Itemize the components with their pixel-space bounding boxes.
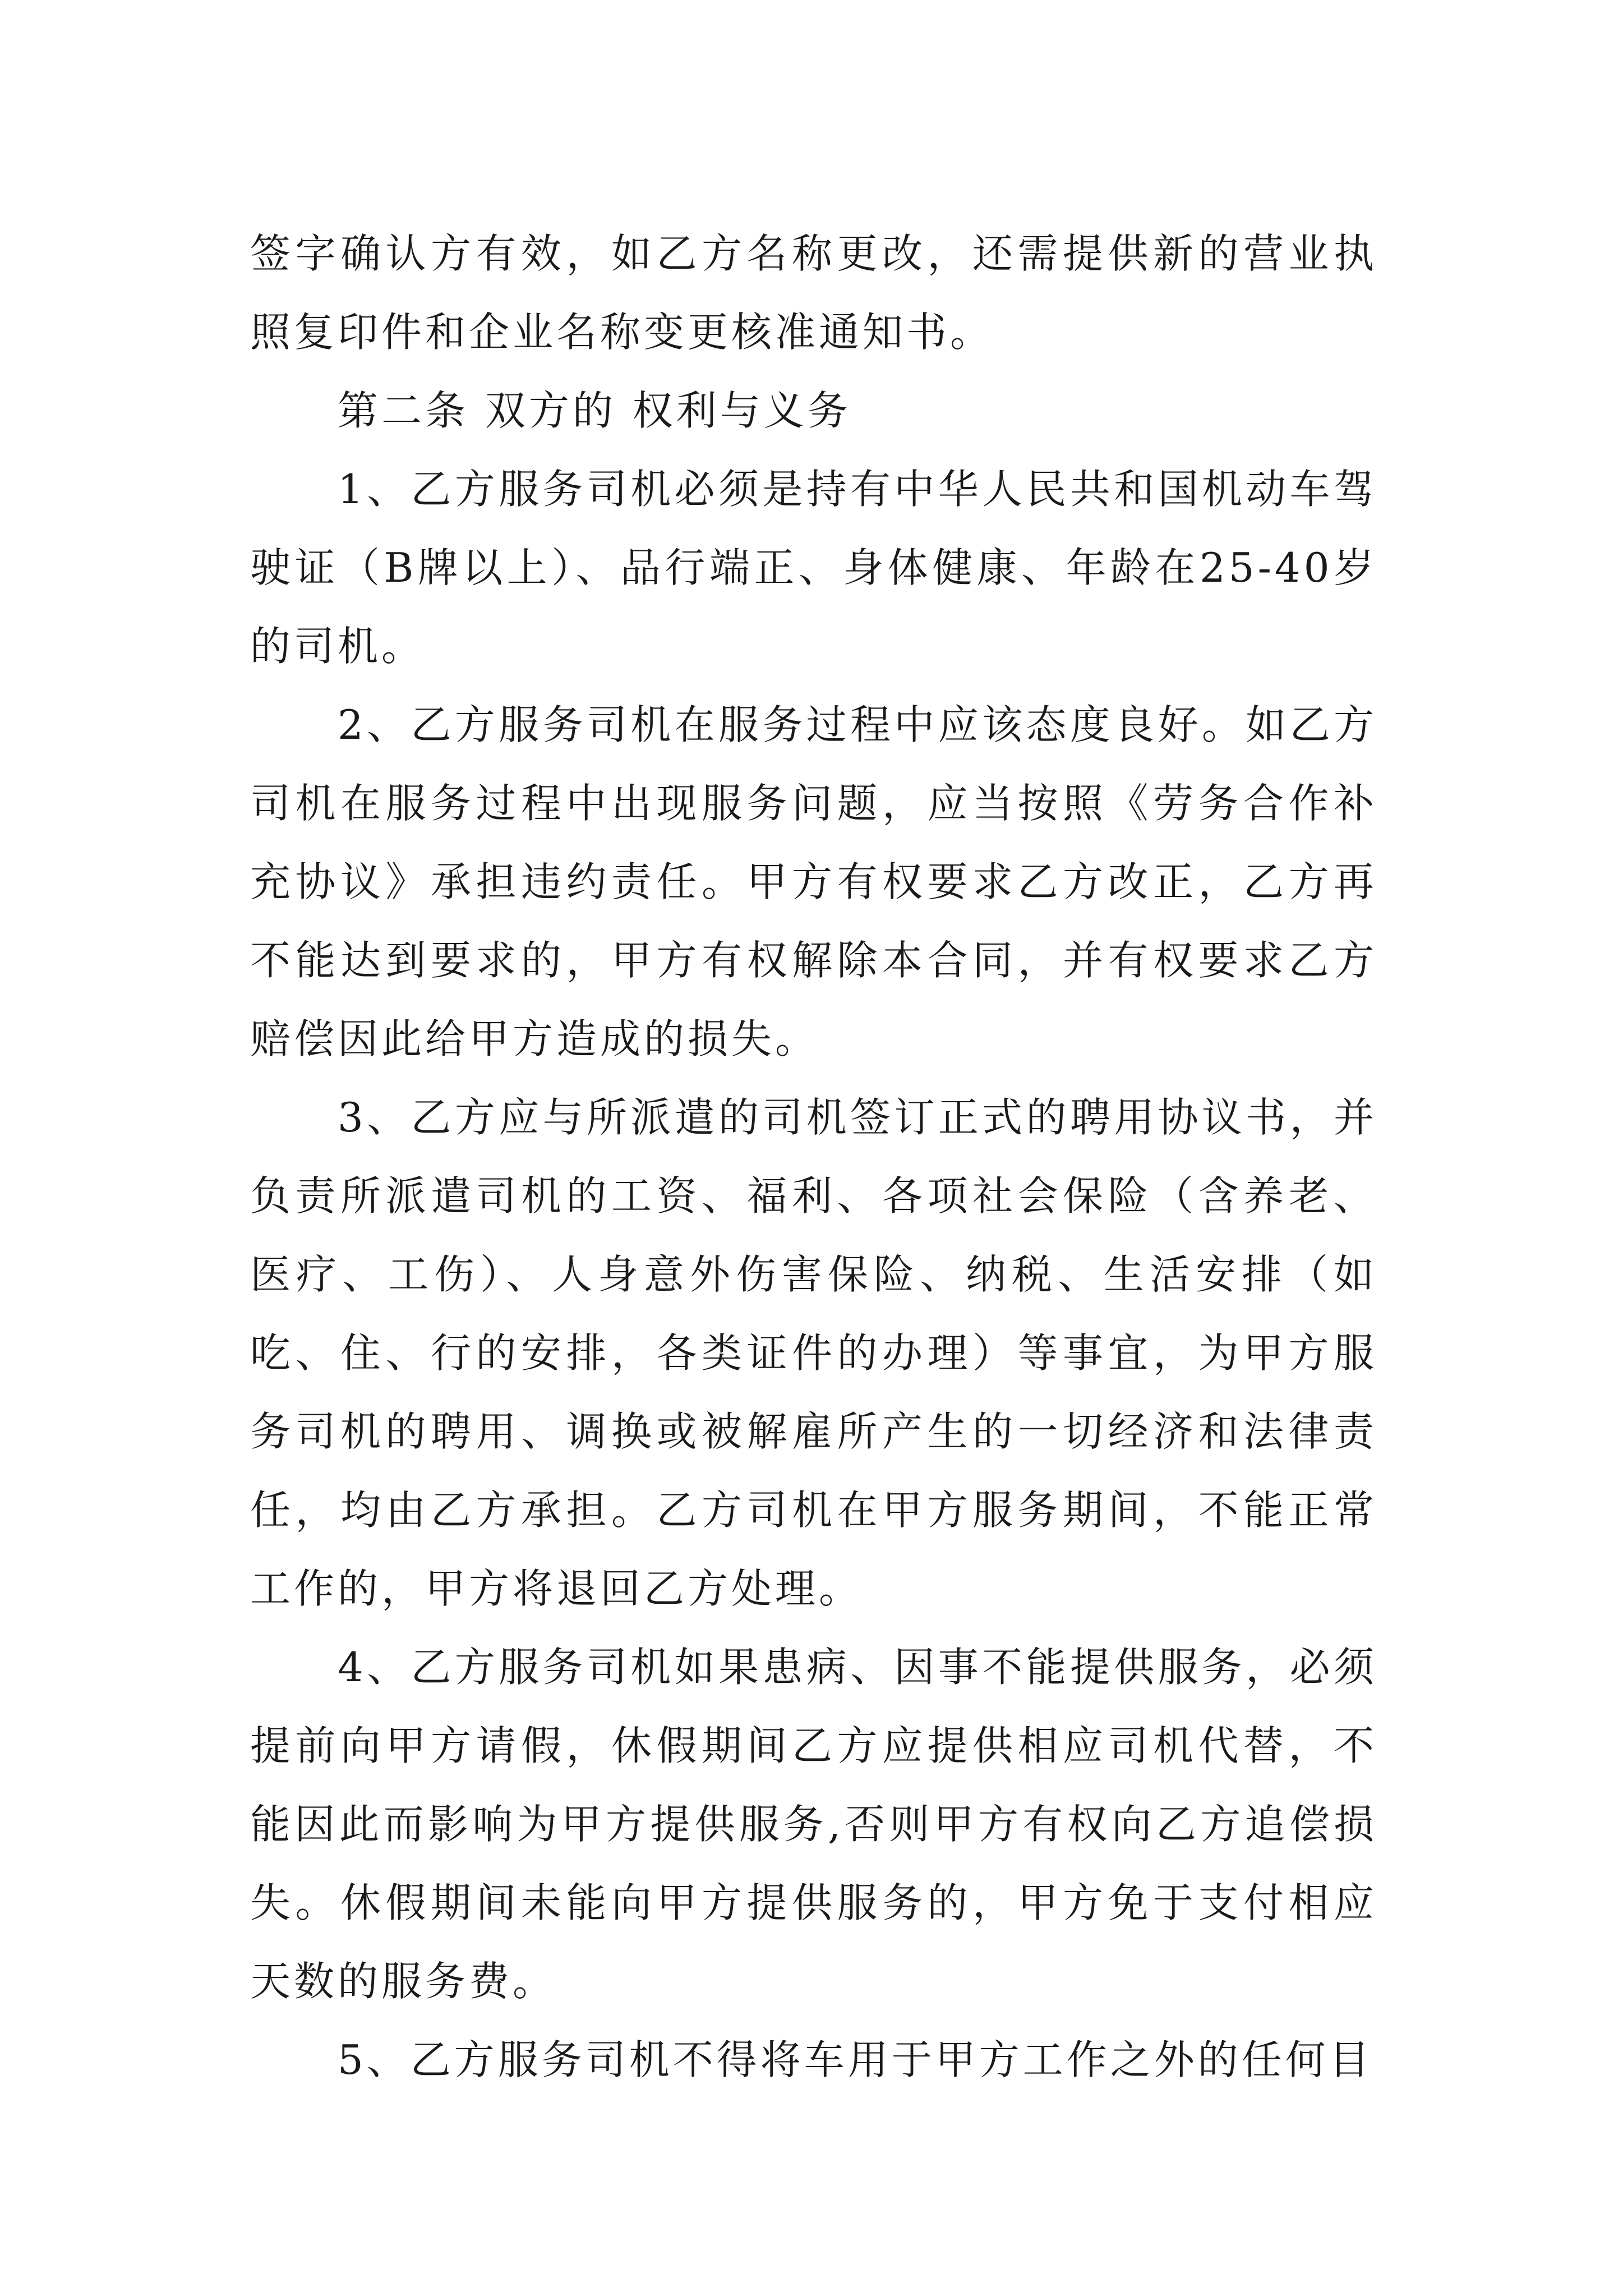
paragraph-continuation: 签字确认方有效，如乙方名称更改，还需提供新的营业执照复印件和企业名称变更核准通知书。 bbox=[250, 230, 1377, 356]
clause-4: 4、乙方服务司机如果患病、因事不能提供服务，必须提前向甲方请假，休假期间乙方应提供相应司机代替，不能因此而影响为甲方提供服务,否则甲方有权向乙方追偿损失。休假期间未能向甲方提供服务的，甲方免于支付相应天数的服务费。 bbox=[250, 1644, 1377, 2005]
article-heading: 第二条 双方的 权利与义务 bbox=[338, 387, 851, 434]
clause-5: 5、乙方服务司机不得将车用于甲方工作之外的任何目 bbox=[338, 2036, 1373, 2083]
document-body bbox=[250, 214, 1377, 2099]
clause-3: 3、乙方应与所派遣的司机签订正式的聘用协议书，并负责所派遣司机的工资、福利、各项社会保险（含养老、医疗、工伤）、人身意外伤害保险、纳税、生活安排（如吃、住、行的安排，各类证件的办理）等事宜，为甲方服务司机的聘用、调换或被解雇所产生的一切经济和法律责任，均由乙方承担。乙方司机在甲方服务期间，不能正常工作的，甲方将退回乙方处理。 bbox=[250, 1094, 1377, 1612]
clause-2: 2、乙方服务司机在服务过程中应该态度良好。如乙方司机在服务过程中出现服务问题，应当按照《劳务合作补充协议》承担违约责任。甲方有权要求乙方改正，乙方再不能达到要求的，甲方有权解除本合同，并有权要求乙方赔偿因此给甲方造成的损失。 bbox=[250, 701, 1377, 1062]
clause-1: 1、乙方服务司机必须是持有中华人民共和国机动车驾驶证（B牌以上）、品行端正、身体健康、年龄在25-40岁的司机。 bbox=[250, 466, 1377, 670]
